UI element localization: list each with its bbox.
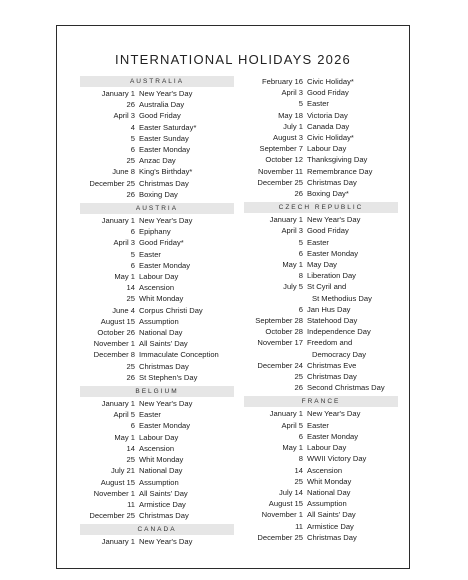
holiday-row [244,110,398,121]
holiday-date: May 1 [282,443,303,453]
holiday-row [244,98,398,109]
holiday-name: Good Friday* [139,238,184,248]
holiday-name: Assumption [139,477,179,487]
holiday-name: All Saints' Day [139,488,188,498]
holiday-date: January 1 [101,537,135,547]
holiday-date: August 15 [268,499,303,509]
holiday-name: New Year's Day [307,215,361,225]
holiday-name: New Year's Day [139,537,193,547]
holiday-row [80,316,234,327]
holiday-name: All Saints' Day [139,339,188,349]
holiday-date: 6 [130,421,135,431]
holiday-name: National Day [307,487,351,497]
holiday-row [244,487,398,498]
holiday-date: April 5 [113,410,135,420]
holiday-date: 26 [126,372,135,382]
holiday-row [80,166,234,177]
holiday-row [244,225,398,236]
holiday-name: Easter Monday [307,431,359,441]
holiday-date: January 1 [101,89,135,98]
holiday-row [80,110,234,121]
holiday-row [80,122,234,133]
holiday-row [244,248,398,259]
holiday-name: Democracy Day [312,349,367,359]
holiday-date: 5 [298,99,303,109]
holiday-row [244,326,398,337]
holiday-date: November 11 [257,166,303,176]
holiday-date: November 1 [93,488,135,498]
holiday-name: King's Birthday* [139,167,193,177]
holiday-name: National Day [139,466,183,476]
holiday-row [80,271,234,282]
holiday-row [80,372,234,383]
holiday-name: Boxing Day* [307,189,349,199]
holiday-row [80,189,234,200]
holiday-row [244,360,398,371]
holiday-name: Assumption [307,499,347,509]
holiday-row [80,488,234,499]
holiday-row [244,509,398,520]
holiday-row [80,282,234,293]
holiday-row [244,442,398,453]
holiday-date: 6 [298,248,303,258]
holiday-name: Armistice Day [139,499,186,509]
holiday-row [244,408,398,419]
holiday-name: Labour Day [307,443,347,453]
holiday-name: New Year's Day [139,216,193,226]
holiday-date: August 15 [100,477,135,487]
holiday-row [80,215,234,226]
holiday-date: 8 [298,454,303,464]
holiday-date: January 1 [101,399,135,409]
holiday-row [244,121,398,132]
holiday-name: Armistice Day [307,521,354,531]
holiday-name: St Cyril and [307,282,347,292]
holiday-date: 6 [298,304,303,314]
holiday-date: 8 [298,271,303,281]
holiday-row [80,443,234,454]
holiday-row [80,327,234,338]
holiday-row [80,88,234,99]
holiday-name: Christmas Day [139,511,189,521]
holiday-name: Liberation Day [307,271,356,281]
holiday-row [244,371,398,382]
holiday-date: February 16 [262,77,303,86]
holiday-row [244,281,398,292]
holiday-date: 25 [126,156,135,166]
holiday-row [244,349,398,360]
holiday-name: Assumption [139,316,179,326]
holiday-row [80,133,234,144]
holiday-name: May Day [307,260,337,270]
holiday-name: Thanksgiving Day [307,155,368,165]
country-heading: BELGIUM [80,386,234,397]
holiday-row [244,382,398,393]
holiday-name: Easter [139,249,161,259]
holiday-date: 11 [127,499,135,509]
holiday-row [80,178,234,189]
holiday-page [56,25,410,569]
holiday-name: Easter Monday [139,260,191,270]
holiday-row [80,338,234,349]
holiday-row [244,521,398,532]
holiday-date: 25 [126,294,135,304]
holiday-row [244,132,398,143]
holiday-row [244,465,398,476]
left-column [80,76,234,548]
holiday-name: Boxing Day [139,189,178,199]
holiday-date: 5 [130,249,135,259]
country-heading: AUSTRALIA [80,76,234,87]
holiday-name: Independence Day [307,327,371,337]
holiday-name: Easter [139,410,161,420]
holiday-date: December 25 [257,177,303,187]
holiday-date: June 8 [112,167,135,177]
holiday-name: Good Friday [307,226,349,236]
holiday-date: November 1 [261,510,303,520]
holiday-row [244,259,398,270]
holiday-name: Labour Day [139,272,179,282]
holiday-date: 25 [294,372,303,382]
holiday-name: Christmas Eve [307,360,357,370]
holiday-name: WWII Victory Day [307,454,367,464]
holiday-name: Easter [307,99,329,109]
holiday-name: Immaculate Conception [139,350,219,360]
holiday-row [244,532,398,543]
holiday-date: December 25 [89,178,135,188]
holiday-date: July 21 [110,466,135,476]
holiday-date: November 1 [93,339,135,349]
holiday-row [244,270,398,281]
holiday-row [244,237,398,248]
holiday-date: 14 [126,283,135,293]
holiday-name: Ascension [139,283,175,293]
holiday-date: September 7 [259,144,303,154]
holiday-row [244,154,398,165]
holiday-date: 5 [130,133,135,143]
holiday-date [244,349,307,360]
holiday-row [244,188,398,199]
holiday-row [244,453,398,464]
holiday-name: Remembrance Day [307,166,373,176]
holiday-row [80,409,234,420]
holiday-date: 14 [126,443,135,453]
holiday-row [80,432,234,443]
holiday-date: September 28 [255,316,303,326]
holiday-name: Second Christmas Day [307,383,385,393]
country-heading: CANADA [80,524,234,535]
holiday-date: April 5 [281,420,303,430]
holiday-name: Whit Monday [139,294,184,304]
holiday-name: Epiphany [139,227,171,237]
holiday-row [244,337,398,348]
holiday-date: May 1 [282,260,303,270]
holiday-date: July 1 [283,121,303,131]
holiday-date: December 25 [89,511,135,521]
holiday-date [244,293,307,304]
holiday-name: Christmas Day [139,178,189,188]
holiday-row [244,293,398,304]
holiday-row [244,76,398,87]
holiday-date: 25 [126,361,135,371]
holiday-row [80,226,234,237]
holiday-date: July 5 [283,282,303,292]
holiday-date: August 3 [273,133,303,143]
holiday-date: 14 [294,465,303,475]
holiday-name: Whit Monday [139,455,184,465]
holiday-date: 11 [295,521,303,531]
country-heading: CZECH REPUBLIC [244,202,398,213]
holiday-row [80,465,234,476]
holiday-name: New Year's Day [139,89,193,98]
holiday-name: Christmas Day [307,372,357,382]
holiday-date: 26 [126,189,135,199]
holiday-name: St Methodius Day [312,293,372,303]
holiday-row [80,293,234,304]
holiday-name: Canada Day [307,121,350,131]
holiday-name: New Year's Day [139,399,193,409]
holiday-date: October 26 [97,328,135,338]
holiday-date: 6 [130,227,135,237]
holiday-date: April 3 [113,238,135,248]
holiday-row [80,305,234,316]
holiday-name: Ascension [139,443,175,453]
holiday-date: 6 [298,431,303,441]
holiday-name: Corpus Christi Day [139,305,203,315]
holiday-date: 6 [130,260,135,270]
holiday-name: St Stephen's Day [139,372,198,382]
holiday-name: Good Friday [307,88,349,98]
holiday-name: Freedom and [307,338,353,348]
holiday-date: 25 [126,455,135,465]
holiday-row [80,477,234,488]
holiday-row [244,177,398,188]
holiday-date: November 17 [257,338,303,348]
holiday-name: Easter Monday [307,248,359,258]
holiday-row [80,536,234,547]
holiday-row [80,361,234,372]
holiday-date: January 1 [269,409,303,419]
holiday-row [244,476,398,487]
holiday-date: January 1 [269,215,303,225]
holiday-name: Christmas Day [307,177,357,187]
holiday-row [80,420,234,431]
holiday-name: Easter Monday [139,421,191,431]
holiday-row [80,499,234,510]
holiday-date: 26 [294,383,303,393]
holiday-name: Whit Monday [307,476,352,486]
holiday-name: Jan Hus Day [307,304,351,314]
holiday-date: August 15 [100,316,135,326]
holiday-date: 25 [294,476,303,486]
holiday-row [80,349,234,360]
holiday-date: April 3 [113,111,135,121]
holiday-date: 5 [298,237,303,247]
holiday-name: New Year's Day [307,409,361,419]
holiday-row [80,510,234,521]
holiday-row [244,87,398,98]
holiday-date: May 18 [278,110,303,120]
holiday-row [244,166,398,177]
holiday-row [244,315,398,326]
holiday-name: Easter Monday [139,145,191,155]
holiday-row [80,260,234,271]
holiday-date: December 8 [93,350,135,360]
holiday-date: April 3 [281,226,303,236]
holiday-date: December 24 [257,360,303,370]
holiday-row [80,155,234,166]
holiday-date: December 25 [257,532,303,542]
holiday-row [244,143,398,154]
page-title: INTERNATIONAL HOLIDAYS 2026 [115,52,351,67]
holiday-date: 6 [130,145,135,155]
holiday-row [80,237,234,248]
holiday-row [244,214,398,225]
holiday-date: May 1 [114,272,135,282]
holiday-row [80,398,234,409]
holiday-name: Ascension [307,465,343,475]
holiday-date: 4 [130,122,135,132]
holiday-date: July 14 [278,487,303,497]
holiday-row [244,304,398,315]
holiday-date: 26 [294,189,303,199]
holiday-name: Labour Day [139,432,179,442]
holiday-row [244,420,398,431]
holiday-row [80,249,234,260]
country-heading: AUSTRIA [80,203,234,214]
holiday-row [80,99,234,110]
holiday-row [80,144,234,155]
holiday-date: May 1 [114,432,135,442]
holiday-row [244,431,398,442]
holiday-name: National Day [139,328,183,338]
right-column [244,76,398,543]
holiday-date: 26 [126,100,135,110]
holiday-name: All Saints' Day [307,510,356,520]
holiday-name: Statehood Day [307,316,358,326]
holiday-name: Easter [307,420,329,430]
holiday-name: Easter [307,237,329,247]
holiday-date: June 4 [112,305,135,315]
holiday-date: October 12 [265,155,303,165]
holiday-name: Easter Sunday [139,133,189,143]
holiday-row [244,498,398,509]
holiday-name: Labour Day [307,144,347,154]
holiday-name: Christmas Day [307,532,357,542]
country-heading: FRANCE [244,396,398,407]
holiday-date: January 1 [101,216,135,226]
holiday-name: Civic Holiday* [307,77,354,86]
holiday-name: Civic Holiday* [307,133,354,143]
holiday-row [80,454,234,465]
holiday-name: Victoria Day [307,110,348,120]
holiday-name: Christmas Day [139,361,189,371]
holiday-date: April 3 [281,88,303,98]
holiday-name: Australia Day [139,100,185,110]
holiday-name: Easter Saturday* [139,122,197,132]
holiday-name: Anzac Day [139,156,176,166]
holiday-name: Good Friday [139,111,181,121]
holiday-date: October 28 [265,327,303,337]
